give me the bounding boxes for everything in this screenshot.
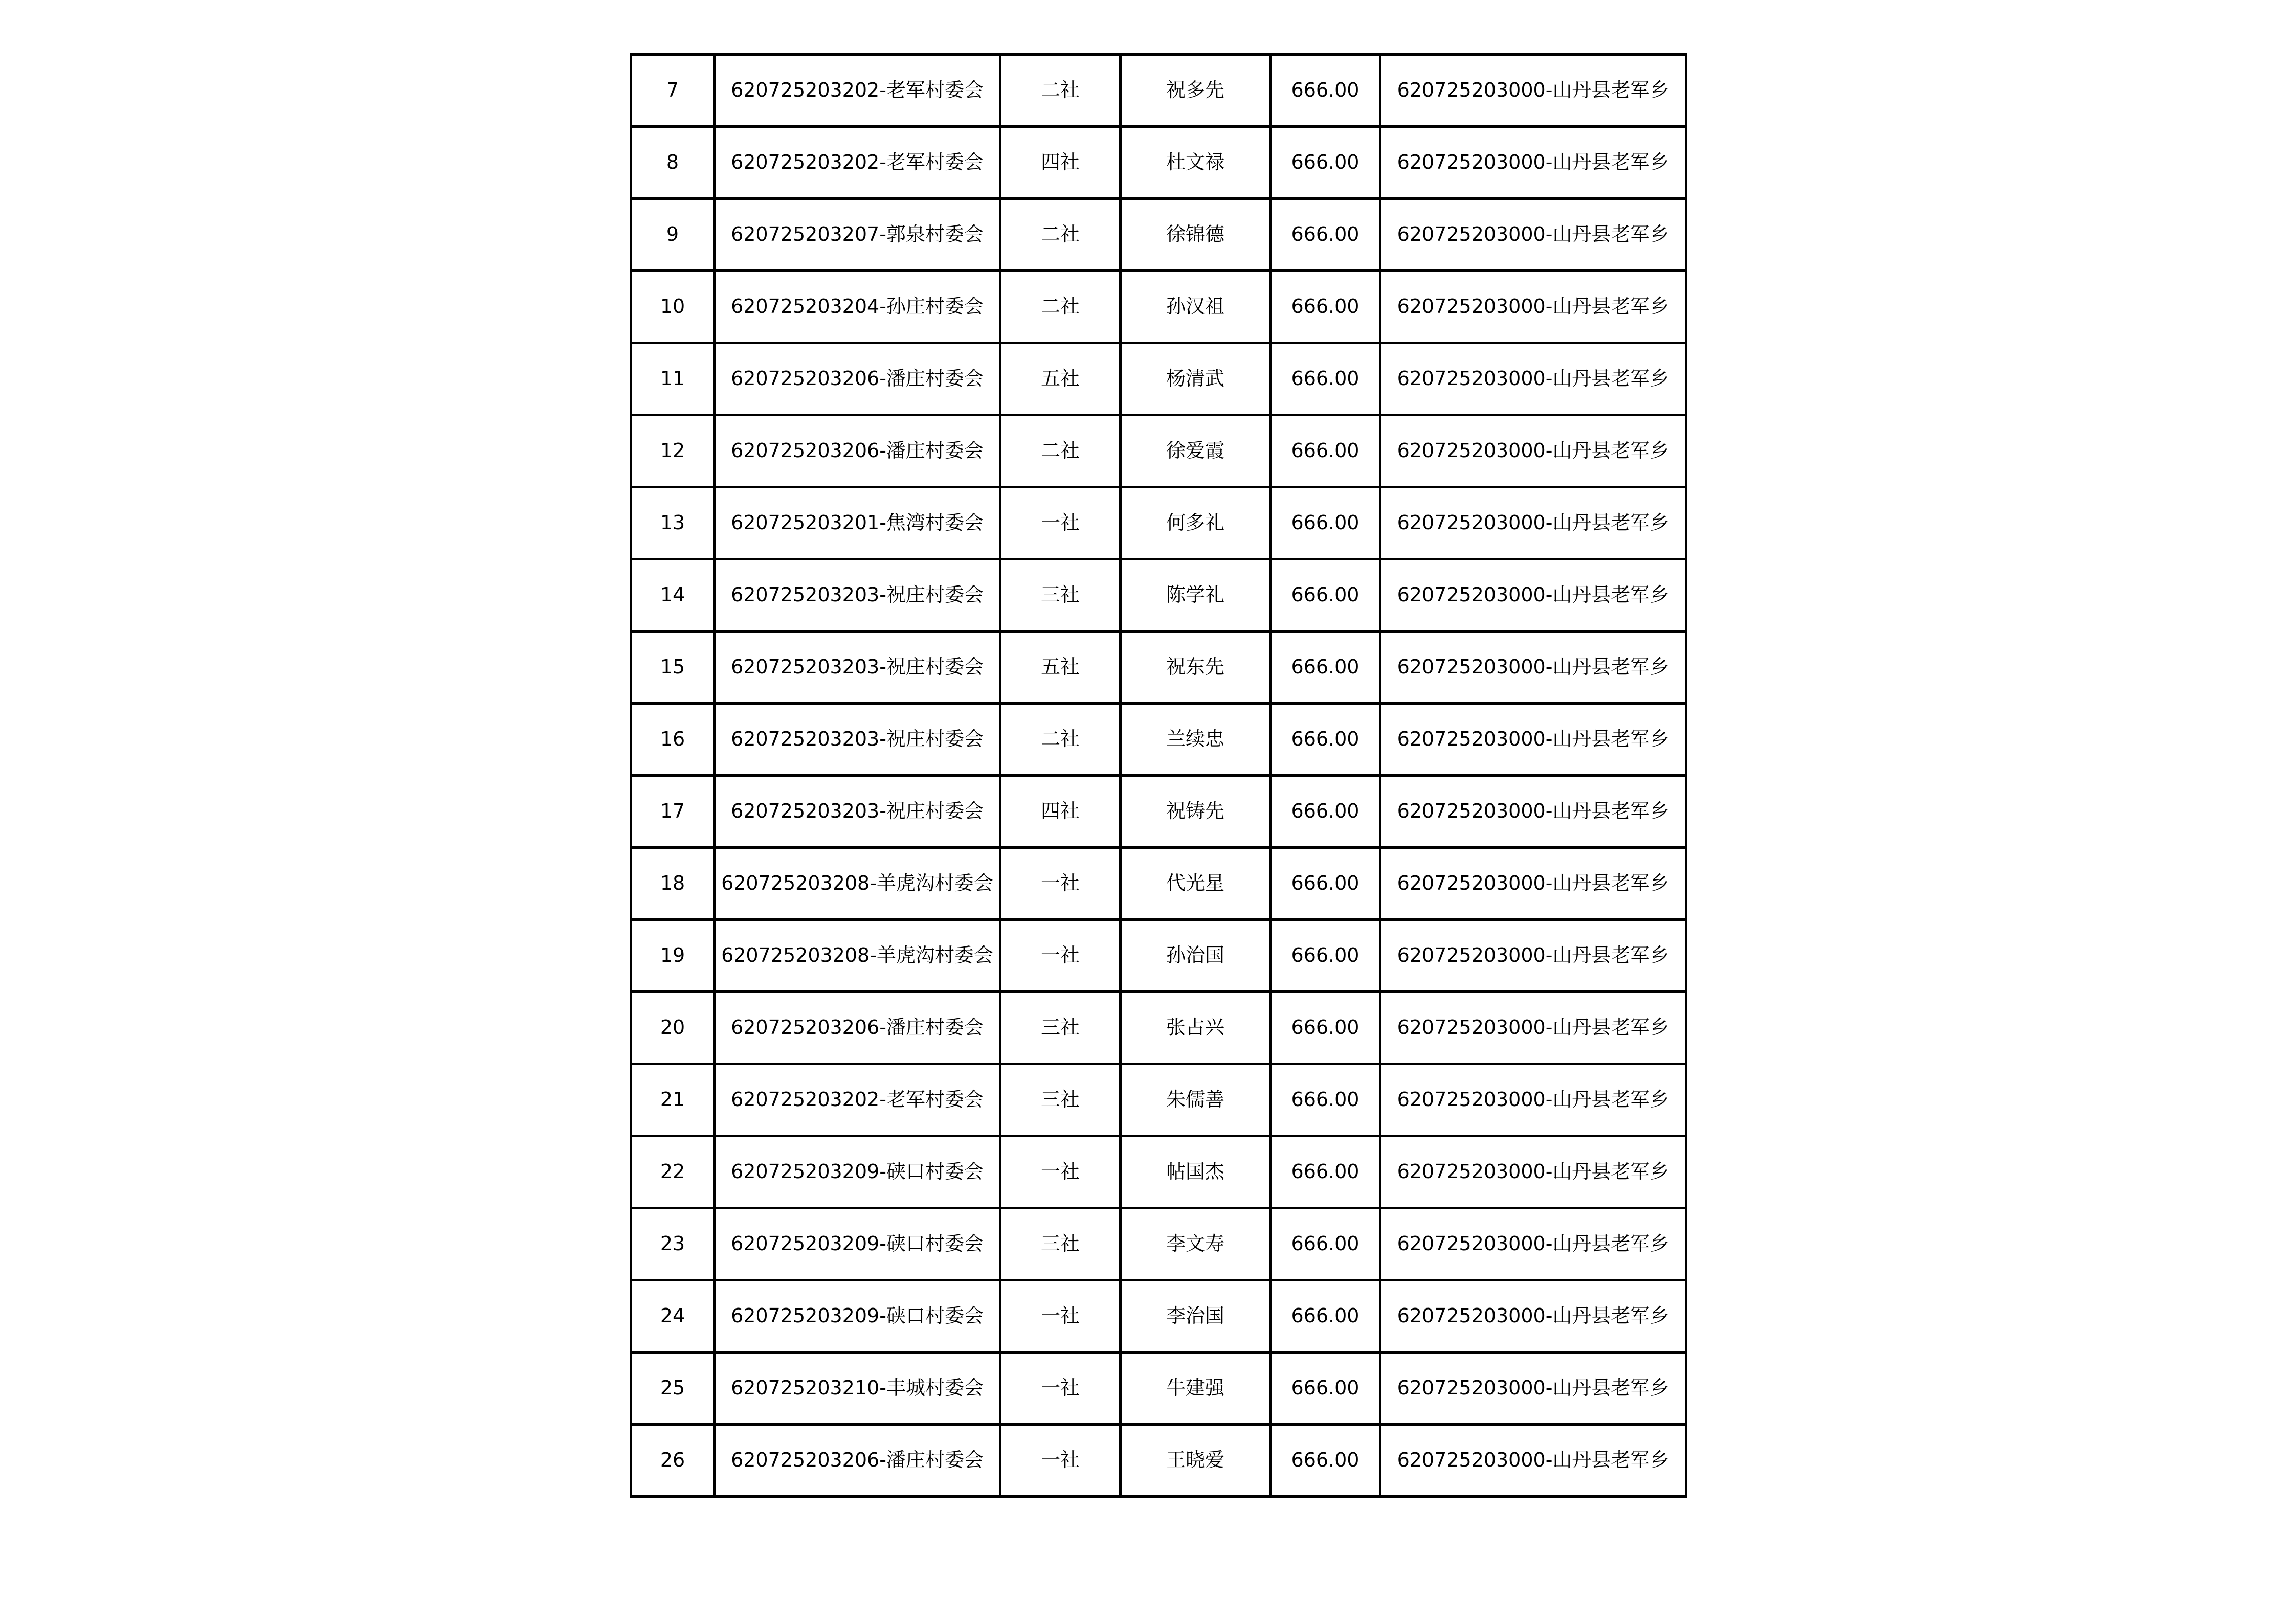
cell-township: 620725203000-山丹县老军乡	[1380, 1136, 1686, 1208]
cell-group: 三社	[1000, 559, 1121, 631]
cell-township: 620725203000-山丹县老军乡	[1380, 1064, 1686, 1136]
cell-name: 徐爱霞	[1121, 415, 1270, 487]
cell-serial-number: 17	[631, 776, 715, 848]
table-row	[631, 55, 1686, 127]
cell-amount: 666.00	[1270, 848, 1380, 920]
cell-township: 620725203000-山丹县老军乡	[1380, 343, 1686, 415]
cell-name: 孙治国	[1121, 920, 1270, 992]
cell-group: 一社	[1000, 1136, 1121, 1208]
cell-group: 三社	[1000, 1064, 1121, 1136]
cell-village-committee: 620725203206-潘庄村委会	[715, 343, 1000, 415]
cell-serial-number: 16	[631, 704, 715, 776]
cell-serial-number: 12	[631, 415, 715, 487]
cell-village-committee: 620725203203-祝庄村委会	[715, 776, 1000, 848]
cell-group: 一社	[1000, 1280, 1121, 1352]
cell-village-committee: 620725203208-羊虎沟村委会	[715, 920, 1000, 992]
cell-village-committee: 620725203207-郭泉村委会	[715, 199, 1000, 271]
cell-village-committee: 620725203202-老军村委会	[715, 1064, 1000, 1136]
cell-amount: 666.00	[1270, 631, 1380, 704]
cell-township: 620725203000-山丹县老军乡	[1380, 704, 1686, 776]
table-row	[631, 631, 1686, 704]
table-row	[631, 1280, 1686, 1352]
cell-village-committee: 620725203209-硖口村委会	[715, 1136, 1000, 1208]
cell-serial-number: 8	[631, 127, 715, 199]
cell-village-committee: 620725203209-硖口村委会	[715, 1208, 1000, 1280]
table-row	[631, 1352, 1686, 1425]
table-row	[631, 992, 1686, 1064]
cell-township: 620725203000-山丹县老军乡	[1380, 1352, 1686, 1425]
cell-group: 三社	[1000, 1208, 1121, 1280]
cell-group: 三社	[1000, 992, 1121, 1064]
cell-amount: 666.00	[1270, 920, 1380, 992]
cell-village-committee: 620725203206-潘庄村委会	[715, 992, 1000, 1064]
cell-serial-number: 9	[631, 199, 715, 271]
cell-amount: 666.00	[1270, 1280, 1380, 1352]
cell-name: 张占兴	[1121, 992, 1270, 1064]
cell-serial-number: 11	[631, 343, 715, 415]
cell-name: 徐锦德	[1121, 199, 1270, 271]
records-table-body	[631, 55, 1686, 1497]
cell-township: 620725203000-山丹县老军乡	[1380, 559, 1686, 631]
cell-name: 李治国	[1121, 1280, 1270, 1352]
cell-village-committee: 620725203210-丰城村委会	[715, 1352, 1000, 1425]
cell-group: 四社	[1000, 127, 1121, 199]
table-row	[631, 704, 1686, 776]
cell-township: 620725203000-山丹县老军乡	[1380, 1425, 1686, 1497]
cell-amount: 666.00	[1270, 559, 1380, 631]
cell-group: 一社	[1000, 848, 1121, 920]
cell-serial-number: 21	[631, 1064, 715, 1136]
table-row	[631, 1136, 1686, 1208]
table-row	[631, 487, 1686, 559]
cell-village-committee: 620725203206-潘庄村委会	[715, 1425, 1000, 1497]
cell-village-committee: 620725203209-硖口村委会	[715, 1280, 1000, 1352]
cell-village-committee: 620725203202-老军村委会	[715, 55, 1000, 127]
cell-village-committee: 620725203203-祝庄村委会	[715, 704, 1000, 776]
cell-village-committee: 620725203201-焦湾村委会	[715, 487, 1000, 559]
cell-serial-number: 7	[631, 55, 715, 127]
cell-group: 一社	[1000, 487, 1121, 559]
cell-group: 二社	[1000, 704, 1121, 776]
cell-serial-number: 26	[631, 1425, 715, 1497]
cell-serial-number: 19	[631, 920, 715, 992]
cell-township: 620725203000-山丹县老军乡	[1380, 55, 1686, 127]
table-row	[631, 415, 1686, 487]
cell-amount: 666.00	[1270, 271, 1380, 343]
cell-amount: 666.00	[1270, 1064, 1380, 1136]
cell-amount: 666.00	[1270, 487, 1380, 559]
cell-name: 陈学礼	[1121, 559, 1270, 631]
cell-amount: 666.00	[1270, 415, 1380, 487]
cell-group: 一社	[1000, 1425, 1121, 1497]
cell-township: 620725203000-山丹县老军乡	[1380, 487, 1686, 559]
cell-name: 何多礼	[1121, 487, 1270, 559]
cell-name: 代光星	[1121, 848, 1270, 920]
cell-township: 620725203000-山丹县老军乡	[1380, 271, 1686, 343]
cell-township: 620725203000-山丹县老军乡	[1380, 127, 1686, 199]
cell-amount: 666.00	[1270, 343, 1380, 415]
cell-group: 二社	[1000, 415, 1121, 487]
cell-township: 620725203000-山丹县老军乡	[1380, 1280, 1686, 1352]
cell-name: 杜文禄	[1121, 127, 1270, 199]
cell-township: 620725203000-山丹县老军乡	[1380, 776, 1686, 848]
cell-serial-number: 13	[631, 487, 715, 559]
cell-township: 620725203000-山丹县老军乡	[1380, 199, 1686, 271]
table-row	[631, 343, 1686, 415]
cell-amount: 666.00	[1270, 127, 1380, 199]
cell-village-committee: 620725203203-祝庄村委会	[715, 631, 1000, 704]
cell-group: 二社	[1000, 199, 1121, 271]
table-row	[631, 1064, 1686, 1136]
cell-amount: 666.00	[1270, 199, 1380, 271]
cell-name: 朱儒善	[1121, 1064, 1270, 1136]
cell-serial-number: 18	[631, 848, 715, 920]
cell-name: 祝多先	[1121, 55, 1270, 127]
cell-serial-number: 25	[631, 1352, 715, 1425]
cell-name: 杨清武	[1121, 343, 1270, 415]
cell-township: 620725203000-山丹县老军乡	[1380, 992, 1686, 1064]
cell-serial-number: 10	[631, 271, 715, 343]
records-table	[630, 53, 1687, 1498]
cell-township: 620725203000-山丹县老军乡	[1380, 848, 1686, 920]
cell-group: 二社	[1000, 271, 1121, 343]
cell-group: 四社	[1000, 776, 1121, 848]
cell-township: 620725203000-山丹县老军乡	[1380, 920, 1686, 992]
cell-name: 帖国杰	[1121, 1136, 1270, 1208]
cell-village-committee: 620725203208-羊虎沟村委会	[715, 848, 1000, 920]
cell-amount: 666.00	[1270, 776, 1380, 848]
table-row	[631, 559, 1686, 631]
cell-name: 李文寿	[1121, 1208, 1270, 1280]
table-row	[631, 271, 1686, 343]
cell-serial-number: 23	[631, 1208, 715, 1280]
cell-amount: 666.00	[1270, 1425, 1380, 1497]
cell-amount: 666.00	[1270, 1208, 1380, 1280]
table-row	[631, 848, 1686, 920]
cell-amount: 666.00	[1270, 704, 1380, 776]
cell-township: 620725203000-山丹县老军乡	[1380, 415, 1686, 487]
cell-group: 二社	[1000, 55, 1121, 127]
cell-name: 祝东先	[1121, 631, 1270, 704]
cell-group: 一社	[1000, 1352, 1121, 1425]
cell-township: 620725203000-山丹县老军乡	[1380, 1208, 1686, 1280]
cell-amount: 666.00	[1270, 992, 1380, 1064]
cell-amount: 666.00	[1270, 1352, 1380, 1425]
cell-serial-number: 20	[631, 992, 715, 1064]
cell-village-committee: 620725203203-祝庄村委会	[715, 559, 1000, 631]
table-row	[631, 920, 1686, 992]
table-row	[631, 776, 1686, 848]
cell-name: 王晓爱	[1121, 1425, 1270, 1497]
cell-amount: 666.00	[1270, 55, 1380, 127]
cell-serial-number: 24	[631, 1280, 715, 1352]
cell-serial-number: 14	[631, 559, 715, 631]
cell-name: 孙汉祖	[1121, 271, 1270, 343]
table-row	[631, 1425, 1686, 1497]
cell-name: 牛建强	[1121, 1352, 1270, 1425]
table-row	[631, 199, 1686, 271]
cell-village-committee: 620725203206-潘庄村委会	[715, 415, 1000, 487]
cell-serial-number: 15	[631, 631, 715, 704]
cell-township: 620725203000-山丹县老军乡	[1380, 631, 1686, 704]
table-row	[631, 1208, 1686, 1280]
cell-serial-number: 22	[631, 1136, 715, 1208]
cell-name: 兰续忠	[1121, 704, 1270, 776]
cell-group: 五社	[1000, 631, 1121, 704]
cell-name: 祝铸先	[1121, 776, 1270, 848]
cell-village-committee: 620725203202-老军村委会	[715, 127, 1000, 199]
cell-village-committee: 620725203204-孙庄村委会	[715, 271, 1000, 343]
table-row	[631, 127, 1686, 199]
cell-amount: 666.00	[1270, 1136, 1380, 1208]
cell-group: 一社	[1000, 920, 1121, 992]
cell-group: 五社	[1000, 343, 1121, 415]
